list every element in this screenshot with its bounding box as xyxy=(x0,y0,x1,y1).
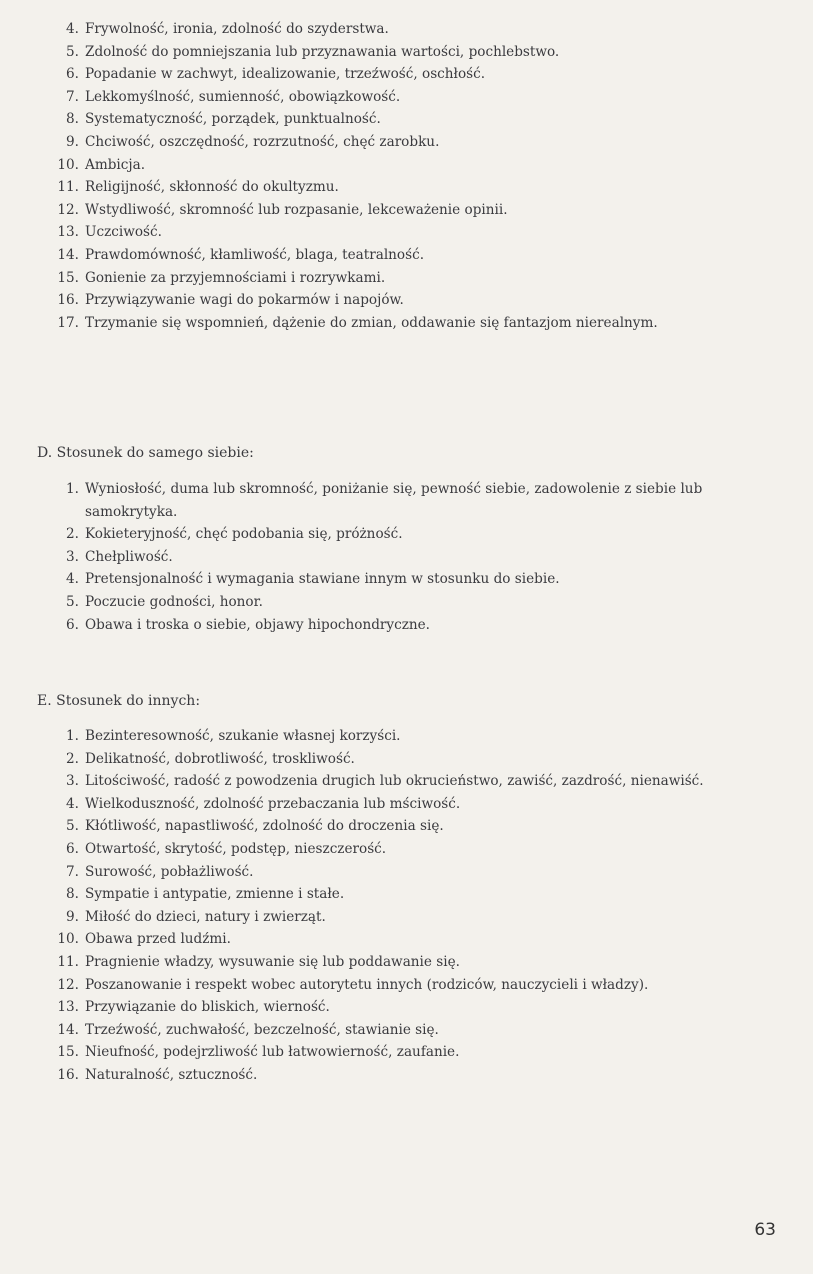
list-item xyxy=(52,1041,792,1064)
item-text: Prawdomówność, kłamliwość, blaga, teatralność. xyxy=(85,246,425,263)
item-text: Przywiązywanie wagi do pokarmów i napojów. xyxy=(85,292,404,309)
item-number: 14. xyxy=(57,1021,79,1038)
list-item xyxy=(52,546,792,569)
item-text: Nieufność, podejrzliwość lub łatwowierność, zaufanie. xyxy=(85,1044,460,1061)
item-number: 10. xyxy=(57,156,79,173)
list-item xyxy=(52,793,792,816)
item-number: 5. xyxy=(66,43,79,60)
item-number: 4. xyxy=(66,21,79,37)
item-number: 12. xyxy=(57,201,79,218)
item-number: 7. xyxy=(66,88,79,105)
section-d-list xyxy=(52,478,792,636)
list-item xyxy=(52,838,792,861)
item-number: 6. xyxy=(66,616,79,633)
list-item xyxy=(52,108,792,131)
item-number: 2. xyxy=(66,750,79,767)
list-item xyxy=(52,928,792,951)
item-text: Otwartość, skrytość, podstęp, nieszczerość. xyxy=(85,840,387,857)
list-item xyxy=(52,974,792,997)
list-item xyxy=(52,861,792,884)
section-e-heading: E. Stosunek do innych: xyxy=(37,693,201,709)
item-number: 7. xyxy=(66,863,79,880)
item-number: 3. xyxy=(66,773,79,790)
item-number: 14. xyxy=(57,246,79,263)
item-number: 3. xyxy=(66,548,79,565)
item-text: Chełpliwość. xyxy=(85,548,173,565)
item-text: Religijność, skłonność do okultyzmu. xyxy=(85,179,339,196)
item-text: Systematyczność, porządek, punktualność. xyxy=(85,111,381,128)
item-text: Lekkomyślność, sumienność, obowiązkowość. xyxy=(85,88,401,105)
item-number: 5. xyxy=(66,593,79,610)
section-d-heading: D. Stosunek do samego siebie: xyxy=(37,445,254,461)
item-text: Surowość, pobłażliwość. xyxy=(85,863,254,880)
list-item xyxy=(52,1019,792,1042)
list-item xyxy=(52,614,792,637)
item-text: Miłość do dzieci, natury i zwierząt. xyxy=(85,908,326,925)
list-item xyxy=(52,176,792,199)
item-number: 6. xyxy=(66,66,79,83)
item-text: Ambicja. xyxy=(85,156,146,173)
item-text: Poszanowanie i respekt wobec autorytetu innych (rodziców, nauczycieli i władzy). xyxy=(85,976,649,993)
list-item xyxy=(52,154,792,177)
item-text: Wstydliwość, skromność lub rozpasanie, lekceważenie opinii. xyxy=(85,201,508,218)
list-item xyxy=(52,289,792,312)
item-text: Obawa i troska o siebie, objawy hipochondryczne. xyxy=(85,616,430,633)
list-item xyxy=(52,725,792,748)
item-number: 13. xyxy=(57,224,79,241)
item-number: 16. xyxy=(57,292,79,309)
item-number: 15. xyxy=(57,1044,79,1061)
item-text: Gonienie za przyjemnościami i rozrywkami. xyxy=(85,269,386,286)
list-item xyxy=(52,63,792,86)
list-item xyxy=(52,131,792,154)
item-number: 10. xyxy=(57,931,79,948)
list-item xyxy=(52,18,792,41)
item-text: Popadanie w zachwyt, idealizowanie, trzeźwość, oschłość. xyxy=(85,66,486,83)
list-item xyxy=(52,41,792,64)
list-item xyxy=(52,748,792,771)
section-e-list xyxy=(52,725,792,1087)
item-text: Wielkoduszność, zdolność przebaczania lub mściwość. xyxy=(85,795,461,812)
item-text: Obawa przed ludźmi. xyxy=(85,931,231,948)
list-item xyxy=(52,312,792,335)
item-text: Delikatność, dobrotliwość, troskliwość. xyxy=(85,750,355,767)
item-text: Przywiązanie do bliskich, wierność. xyxy=(85,999,330,1016)
item-text: Uczciwość. xyxy=(85,224,162,241)
item-text: Naturalność, sztuczność. xyxy=(85,1066,258,1083)
list-item xyxy=(52,267,792,290)
item-text: Trzymanie się wspomnień, dążenie do zmian, oddawanie się fantazjom nierealnym. xyxy=(85,314,658,331)
item-text: Trzeźwość, zuchwałość, bezczelność, stawianie się. xyxy=(85,1021,439,1038)
list-item xyxy=(52,770,792,793)
item-number: 11. xyxy=(57,179,79,196)
item-number: 12. xyxy=(57,976,79,993)
item-number: 16. xyxy=(57,1066,79,1083)
list-item xyxy=(52,244,792,267)
list-item xyxy=(52,591,792,614)
item-number: 9. xyxy=(66,133,79,150)
item-number: 17. xyxy=(57,314,79,331)
item-text: Bezinteresowność, szukanie własnej korzyści. xyxy=(85,728,401,744)
item-number: 1. xyxy=(66,728,79,744)
item-text: Kłótliwość, napastliwość, zdolność do droczenia się. xyxy=(85,818,444,835)
item-text: Pragnienie władzy, wysuwanie się lub poddawanie się. xyxy=(85,953,460,970)
item-number: 9. xyxy=(66,908,79,925)
item-number: 6. xyxy=(66,840,79,857)
item-text: Wyniosłość, duma lub skromność, poniżanie się, pewność siebie, zadowolenie z siebie lub samokrytyka. xyxy=(85,481,703,520)
list-item xyxy=(52,906,792,929)
item-text: Frywolność, ironia, zdolność do szyderstwa. xyxy=(85,21,389,37)
item-number: 4. xyxy=(66,795,79,812)
list-item xyxy=(52,86,792,109)
item-number: 5. xyxy=(66,818,79,835)
item-number: 1. xyxy=(66,481,79,497)
item-text: Zdolność do pomniejszania lub przyznawania wartości, pochlebstwo. xyxy=(85,43,560,60)
section-c-list xyxy=(52,18,792,334)
list-item xyxy=(52,478,792,523)
item-number: 8. xyxy=(66,886,79,903)
item-text: Kokieteryjność, chęć podobania się, próżność. xyxy=(85,526,403,543)
item-number: 15. xyxy=(57,269,79,286)
item-text: Poczucie godności, honor. xyxy=(85,593,263,610)
item-text: Pretensjonalność i wymagania stawiane innym w stosunku do siebie. xyxy=(85,571,560,588)
item-number: 2. xyxy=(66,526,79,543)
item-number: 8. xyxy=(66,111,79,128)
item-text: Sympatie i antypatie, zmienne i stałe. xyxy=(85,886,345,903)
list-item xyxy=(52,1064,792,1087)
item-number: 4. xyxy=(66,571,79,588)
item-number: 11. xyxy=(57,953,79,970)
list-item xyxy=(52,951,792,974)
item-text: Litościwość, radość z powodzenia drugich lub okrucieństwo, zawiść, zazdrość, nienawiść. xyxy=(85,773,704,790)
item-number: 13. xyxy=(57,999,79,1016)
item-text: Chciwość, oszczędność, rozrzutność, chęć zarobku. xyxy=(85,133,440,150)
list-item xyxy=(52,199,792,222)
list-item xyxy=(52,883,792,906)
page-number: 63 xyxy=(754,1220,776,1240)
list-item xyxy=(52,996,792,1019)
list-item xyxy=(52,815,792,838)
list-item xyxy=(52,221,792,244)
list-item xyxy=(52,568,792,591)
list-item xyxy=(52,523,792,546)
